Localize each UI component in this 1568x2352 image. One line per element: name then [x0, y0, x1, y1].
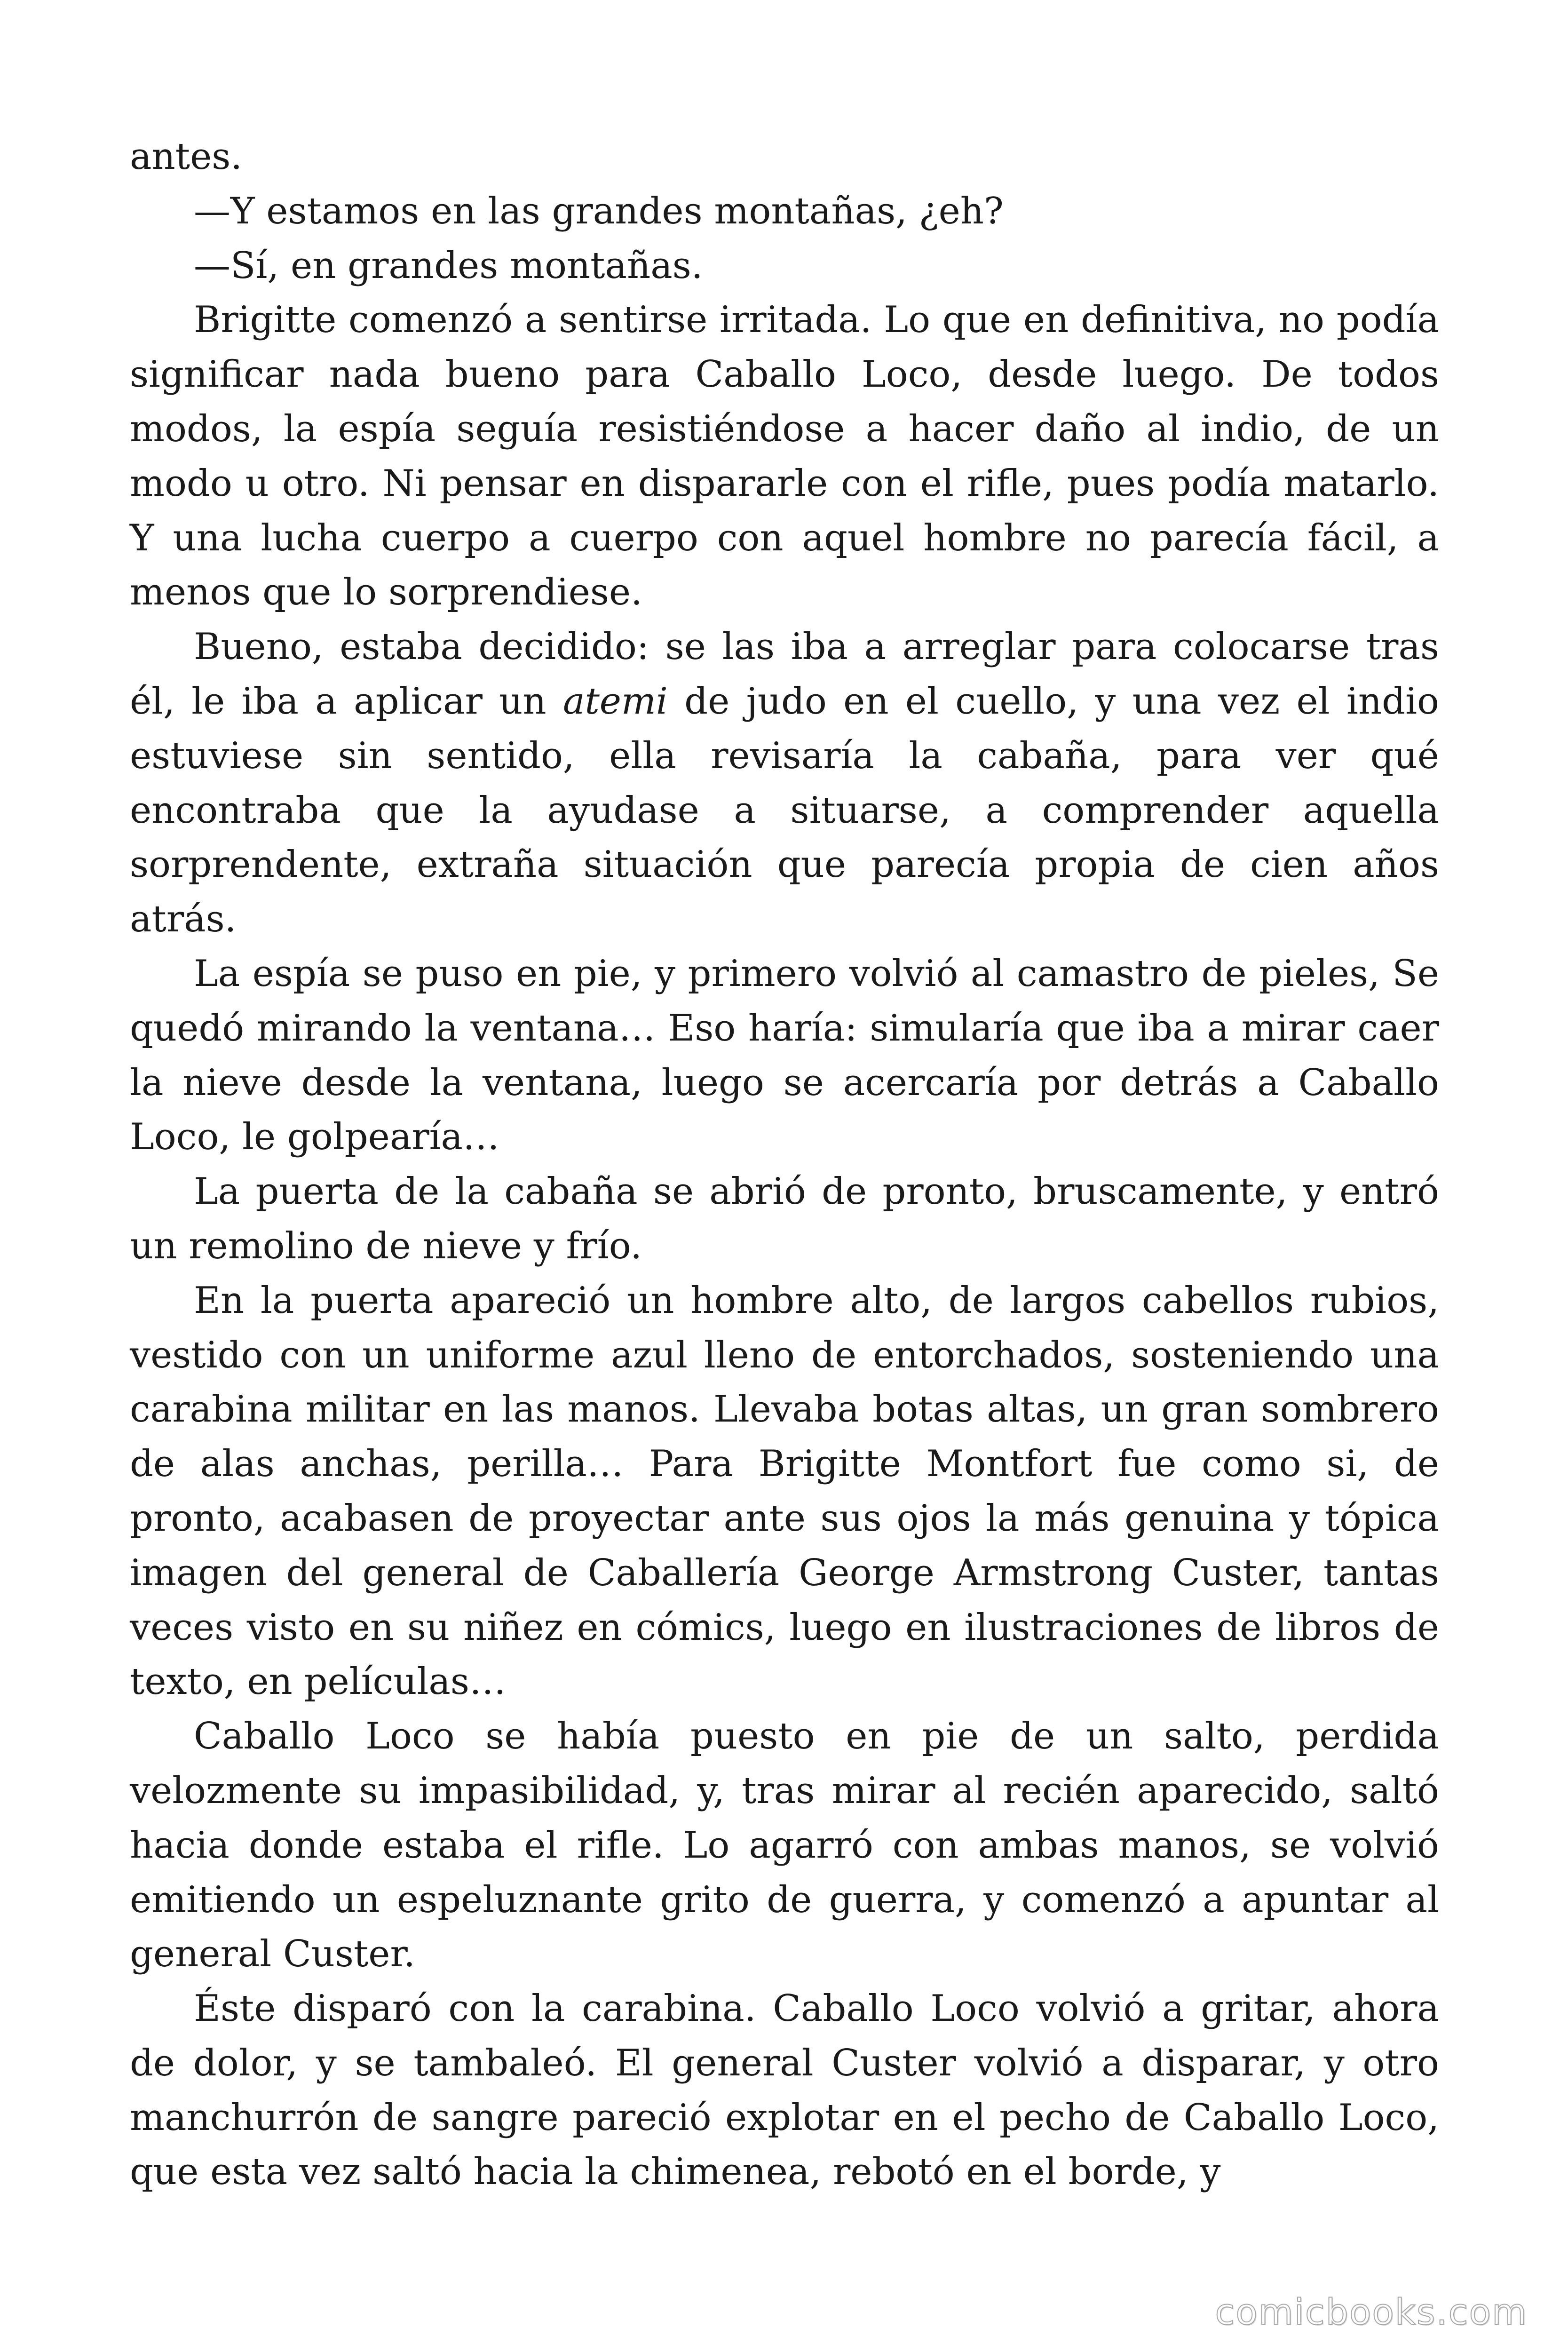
paragraph-5	[130, 620, 1439, 947]
paragraph-5-text-after: de judo en el cuello, y una vez el indio estuviese sin sentido, ella revisaría la cabaña, para ver qué encontraba que la ayudase a situarse, a comprender aquella sorprendente, extraña situación que parecía propia de cien años atrás.	[130, 680, 1439, 941]
paragraph-8: En la puerta apareció un hombre alto, de largos cabellos rubios, vestido con un uniforme azul lleno de entorchados, sosteniendo una carabina militar en las manos. Llevaba botas altas, un gran sombrero de alas anchas, perilla… Para Brigitte Montfort fue como si, de pronto, acabasen de proyectar ante sus ojos la más genuina y tópica imagen del general de Caballería George Armstrong Custer, tantas veces visto en su niñez en cómics, luego en ilustraciones de libros de texto, en películas…	[130, 1279, 1439, 1703]
paragraph-5-text-before: Bueno, estaba decidido: se las iba a arreglar para colocarse tras él, le iba a aplicar un	[130, 626, 1439, 723]
paragraph-10: Éste disparó con la carabina. Caballo Loco volvió a gritar, ahora de dolor, y se tambaleó. El general Custer volvió a disparar, y otro manchurrón de sangre pareció explotar en el pecho de Caballo Loco, que esta vez saltó hacia la chimenea, rebotó en el borde, y	[130, 1987, 1439, 2193]
paragraph-9: Caballo Loco se había puesto en pie de un salto, perdida velozmente su impasibilidad, y, tras mirar al recién aparecido, saltó hacia donde estaba el rifle. Lo agarró con ambas manos, se volvió emitiendo un espeluznante grito de guerra, y comenzó a apuntar al general Custer.	[130, 1715, 1439, 1976]
paragraph-1: antes.	[130, 135, 243, 178]
paragraph-6: La espía se puso en pie, y primero volvió al camastro de pieles, Se quedó mirando la ventana… Eso haría: simularía que iba a mirar caer la nieve desde la ventana, luego se acercaría por detrás a Caballo Loco, le golpearía…	[130, 952, 1439, 1159]
paragraph-7: La puerta de la cabaña se abrió de pronto, bruscamente, y entró un remolino de nieve y frío.	[130, 1170, 1439, 1267]
paragraph-3: —Sí, en grandes montañas.	[194, 244, 703, 287]
paragraph-2: —Y estamos en las grandes montañas, ¿eh?	[194, 190, 1004, 232]
watermark: comicbooks.com	[1215, 2291, 1528, 2333]
body-text	[130, 130, 1439, 2200]
paragraph-4: Brigitte comenzó a sentirse irritada. Lo que en definitiva, no podía significar nada bueno para Caballo Loco, desde luego. De todos modos, la espía seguía resistiéndose a hacer daño al indio, de un modo u otro. Ni pensar en dispararle con el rifle, pues podía matarlo. Y una lucha cuerpo a cuerpo con aquel hombre no parecía fácil, a menos que lo sorprendiese.	[130, 299, 1439, 614]
paragraph-5-emphasis: atemi	[562, 680, 668, 723]
